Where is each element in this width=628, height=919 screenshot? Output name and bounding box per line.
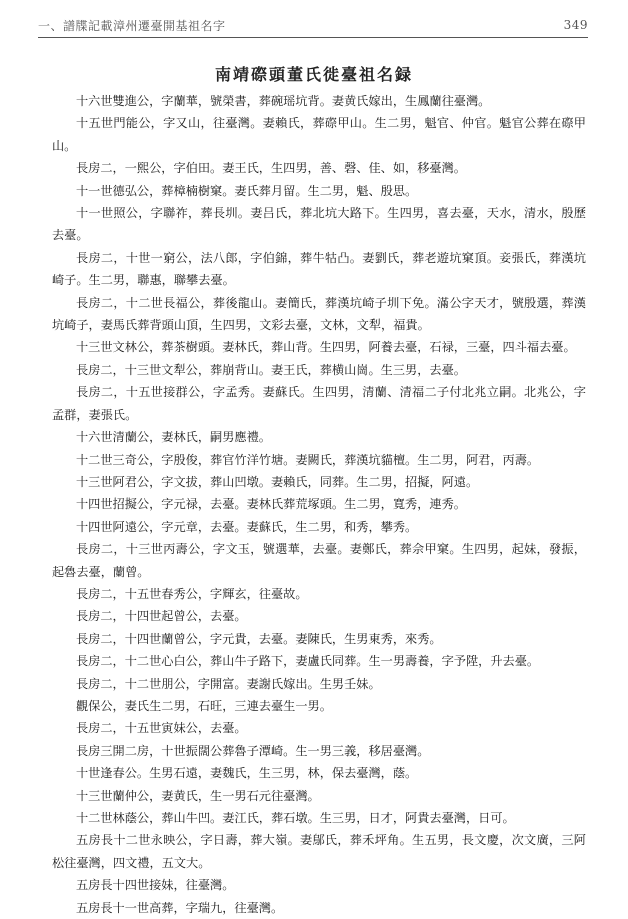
genealogy-entry: 五房長十一世高葬，字瑞九，往臺灣。	[76, 900, 284, 915]
genealogy-entry: 五房長十四世接妹，往臺灣。	[76, 878, 235, 893]
page-number: 349	[563, 18, 588, 32]
genealogy-entry: 長房二，十二世心白公，葬山牛子路下，妻盧氏同葬。生一男壽養，字予陞，升去臺。	[76, 654, 540, 669]
genealogy-entry: 十四世阿遠公，字元章，去臺。妻蘇氏，生二男，和秀，攀秀。	[76, 519, 418, 534]
genealogy-entry: 長房二，十世一窮公，法八郎，字伯錦，葬牛牯凸。妻劉氏，葬老遊坑窠頂。妾張氏，葬漢坑崎子。生二男，聯惠，聯攀去臺。	[52, 250, 586, 288]
genealogy-entry: 長房二，十五世接群公，字孟秀。妻蘇氏。生四男，清蘭、清福二子付北兆立嗣。北兆公，字孟群，妻張氏。	[52, 385, 586, 422]
genealogy-entry: 十五世門能公，字又山，往臺灣。妻賴氏，葬磜甲山。生二男，魁官、仲官。魁官公葬在磜甲山。	[52, 116, 586, 153]
genealogy-entry: 長房二，十二世長福公，葬後龍山。妻簡氏，葬漢坑崎子圳下免。滿公字天才，號殷選，葬漢坑崎子，妻馬氏葬背頭山頂，生四男，文彩去臺，文林，文犁，福貴。	[52, 295, 586, 333]
genealogy-entry: 長房二，十三世文犁公，葬崩背山。妻王氏，葬横山崗。生三男，去臺。	[76, 362, 466, 377]
genealogy-entry: 長房二，十三世丙壽公，字文玉，號選華，去臺。妻鄭氏，葬佘甲窠。生四男，起妹，發振，起魯去臺，蘭曾。	[52, 542, 586, 579]
genealogy-entry: 十一世照公，字聯祚，葬長圳。妻吕氏，葬北坑大路下。生四男，喜去臺，天水，清水，殷歷去臺。	[52, 206, 586, 243]
document-body	[52, 90, 586, 919]
genealogy-entry: 十世逢春公。生男石遠，妻魏氏，生三男，林，保去臺灣，蔭。	[76, 766, 418, 781]
genealogy-entry: 十六世清蘭公，妻林氏，嗣男應禮。	[76, 430, 271, 445]
document-title: 南靖磜頭董氏徙臺祖名録	[214, 65, 413, 84]
genealogy-entry: 五房長十二世永映公，字日壽，葬大嶺。妻鄔氏，葬禾坪角。生五男，長文慶，次文廣，三阿松往臺灣，四文禮，五文大。	[52, 833, 586, 870]
genealogy-entry: 觀保公，妻氏生二男，石旺，三連去臺生一男。	[76, 698, 332, 713]
genealogy-entry: 長房二，十五世寅妹公，去臺。	[76, 721, 247, 736]
header-rule	[38, 37, 588, 38]
genealogy-entry: 長房二，十四世起曾公，去臺。	[76, 609, 247, 624]
genealogy-entry: 十一世德弘公，葬樟楠樹窠。妻氏葬月留。生二男，魁、殷思。	[76, 183, 418, 198]
genealogy-entry: 長房二，十五世春秀公，字輝玄，往臺故。	[76, 586, 308, 601]
genealogy-entry: 十二世三奇公，字殷俊，葬官竹洋竹塘。妻闕氏，葬漢坑貓檀。生二男，阿君，丙壽。	[76, 452, 540, 467]
genealogy-entry: 十二世林蔭公，葬山牛凹。妻江氏，葬石墩。生三男，日才，阿貴去臺灣，日可。	[76, 811, 515, 825]
genealogy-entry: 十三世蘭仲公，妻黄氏，生一男石元往臺灣。	[76, 788, 320, 803]
running-header	[38, 16, 588, 34]
section-title: 一、譜牒記載漳州遷臺開基祖名字	[38, 18, 226, 33]
genealogy-entry: 長房三開二房，十世振闊公葬魯子潭崎。生一男三義，移居臺灣。	[76, 743, 430, 758]
genealogy-entry: 十三世文林公，葬茶樹頭。妻林氏，葬山背。生四男，阿養去臺，石禄，三臺，四斗福去臺。	[76, 340, 576, 355]
genealogy-entry: 長房二，十二世朋公，字開富。妻謝氏嫁出。生男壬妹。	[76, 676, 381, 691]
genealogy-entry: 長房二，一熙公，字伯田。妻王氏，生四男，善、磬、佳、如，移臺灣。	[76, 161, 466, 176]
genealogy-entry: 長房二，十四世蘭曾公，字元貴，去臺。妻陳氏，生男東秀，來秀。	[76, 631, 442, 646]
genealogy-entry: 十四世招擬公，字元禄，去臺。妻林氏葬荒塚頭。生二男，寬秀，連秀。	[76, 497, 466, 512]
genealogy-entry: 十三世阿君公，字文拔，葬山凹墩。妻賴氏，同葬。生二男，招擬，阿遠。	[76, 474, 479, 489]
genealogy-entry: 十六世雙進公，字蘭華，號榮書，葬碗瑶坑背。妻黄氏嫁出，生鳳蘭往臺灣。	[76, 94, 491, 108]
